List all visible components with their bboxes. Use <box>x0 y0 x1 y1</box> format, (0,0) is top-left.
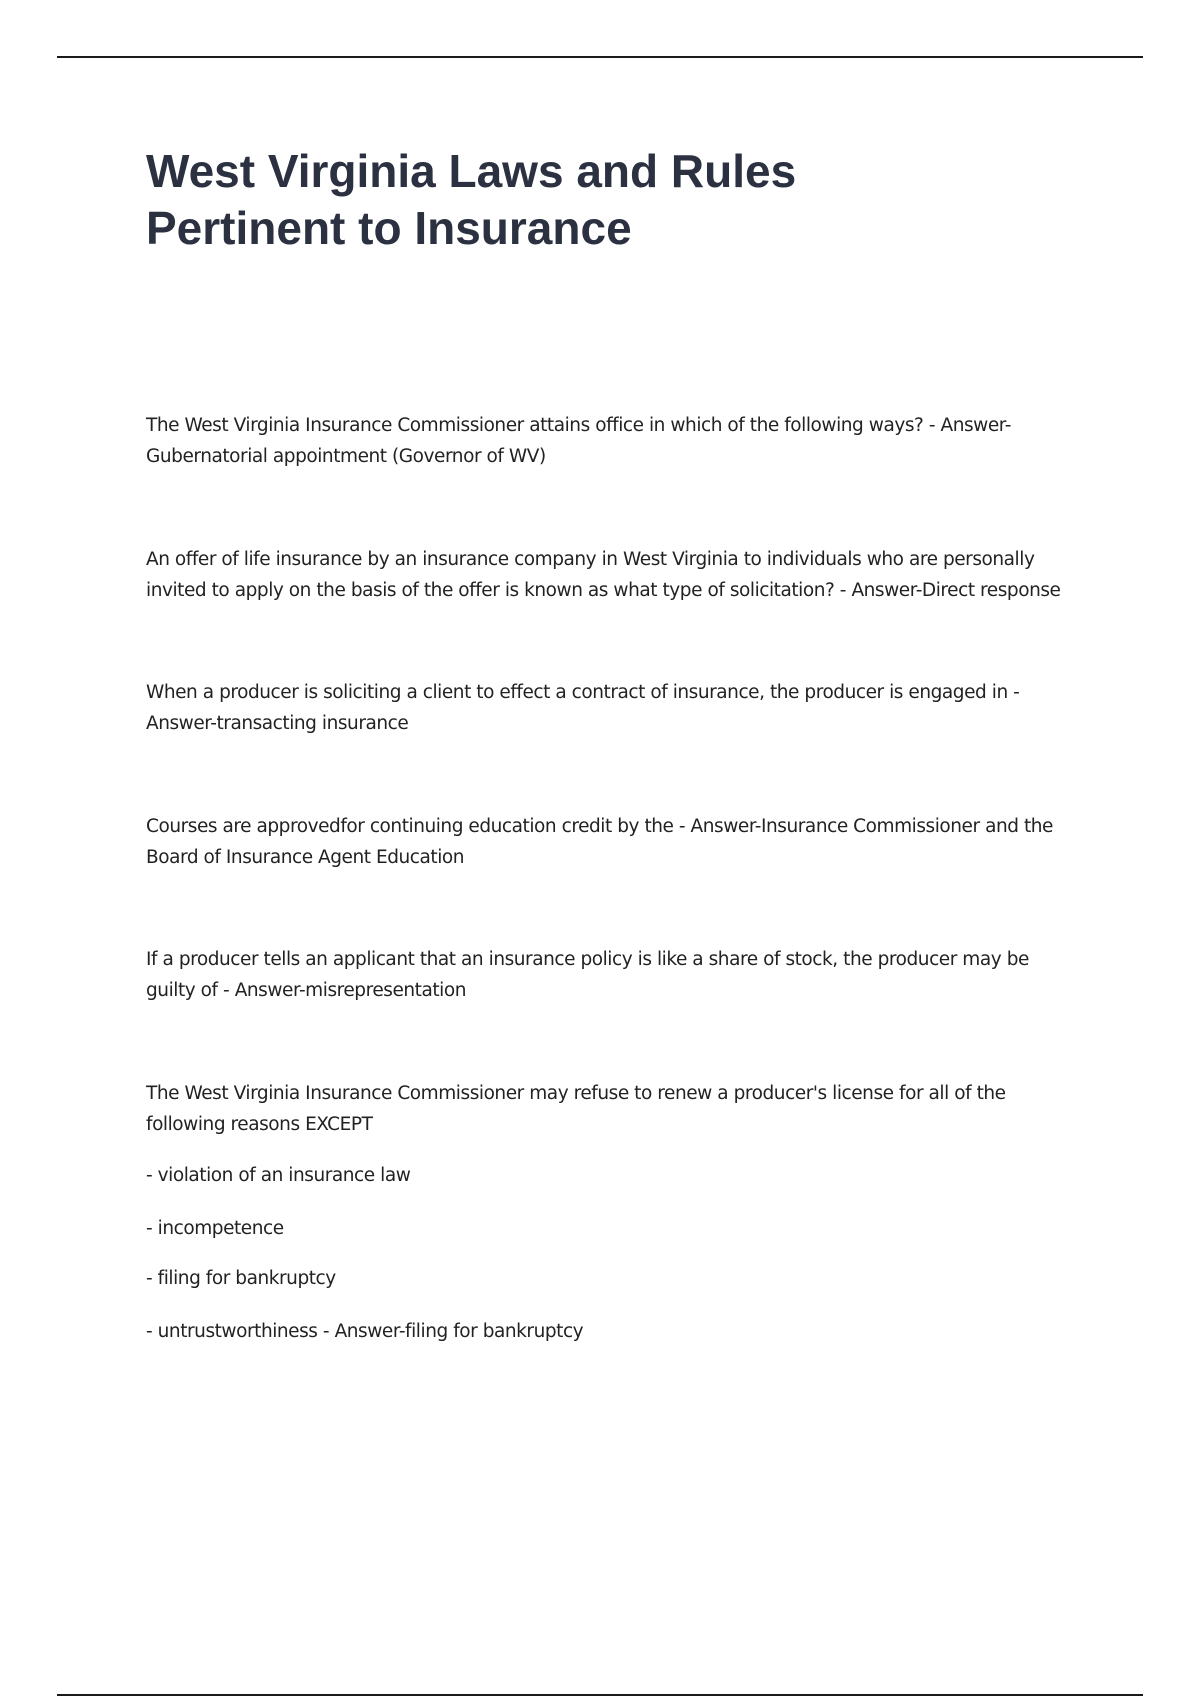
question-answer-4: Courses are approvedfor continuing education credit by the - Answer-Insurance Commissioner and the Board of Insurance Agent Education <box>146 816 1053 868</box>
question-answer-6: The West Virginia Insurance Commissioner may refuse to renew a producer's license for all of the following reasons EXCEPT <box>146 1083 1006 1135</box>
document-title-line-1: West Virginia Laws and Rules <box>146 145 797 197</box>
question-6-option-1: - violation of an insurance law <box>146 1165 411 1186</box>
document-title-line-2: Pertinent to Insurance <box>146 202 632 254</box>
document-title <box>146 143 1046 257</box>
question-answer-3: When a producer is soliciting a client to effect a contract of insurance, the producer is engaged in - Answer-transacting insurance <box>146 682 1020 734</box>
question-answer-2: An offer of life insurance by an insurance company in West Virginia to individuals who are personally invited to apply on the basis of the offer is known as what type of solicitation? - Answer-Direct response <box>146 549 1061 601</box>
top-rule <box>57 56 1143 58</box>
question-6-option-3: - filing for bankruptcy <box>146 1268 336 1289</box>
bottom-rule <box>57 1694 1143 1696</box>
question-answer-5: If a producer tells an applicant that an insurance policy is like a share of stock, the producer may be guilty of - Answer-misrepresentation <box>146 949 1029 1001</box>
question-6-option-4-with-answer: - untrustworthiness - Answer-filing for bankruptcy <box>146 1321 584 1342</box>
question-answer-1: The West Virginia Insurance Commissioner attains office in which of the following ways? - Answer- Gubernatorial appointment (Governor of WV) <box>146 415 1011 467</box>
question-6-option-2: - incompetence <box>146 1218 284 1239</box>
